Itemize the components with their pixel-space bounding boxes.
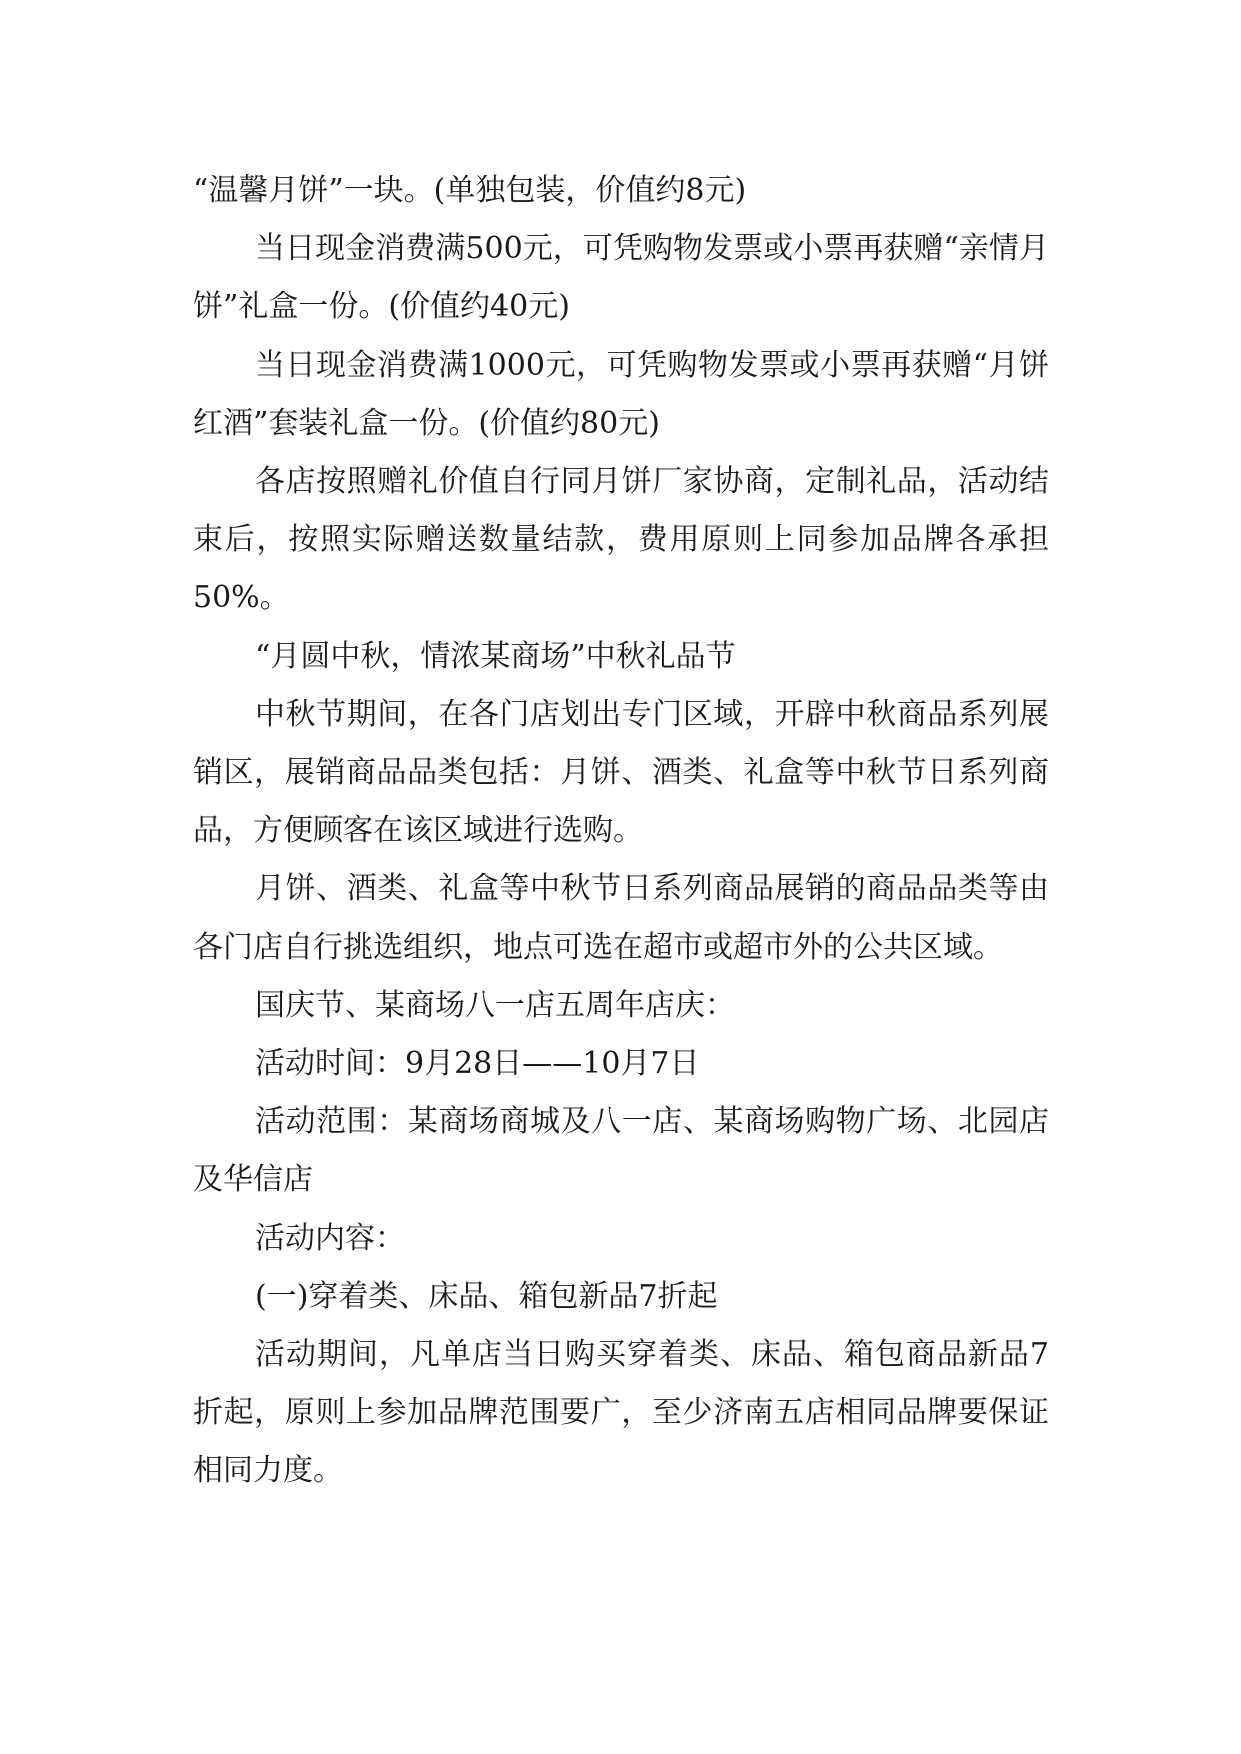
paragraph-exhibition-organization: 月饼、酒类、礼盒等中秋节日系列商品展销的商品品类等由各门店自行挑选组织，地点可选在超市或超市外的公共区域。 xyxy=(193,871,1049,965)
paragraph-spend-1000: 当日现金消费满1000元，可凭购物发票或小票再获赠“月饼红酒”套装礼盒一份。(价值约80元) xyxy=(193,347,1049,441)
heading-national-day-anniversary: 国庆节、某商场八一店五周年店庆： xyxy=(255,987,735,1023)
heading-mid-autumn-gift-festival: “月圆中秋，情浓某商场”中秋礼品节 xyxy=(255,638,736,674)
document-body xyxy=(193,162,1049,1501)
paragraph-exhibition-area: 中秋节期间，在各门店划出专门区域，开辟中秋商品系列展销区，展销商品品类包括：月饼、酒类、礼盒等中秋节日系列商品，方便顾客在该区域进行选购。 xyxy=(193,696,1049,849)
heading-section-one: (一)穿着类、床品、箱包新品7折起 xyxy=(255,1278,718,1314)
paragraph-activity-scope: 活动范围：某商场商城及八一店、某商场购物广场、北园店及华信店 xyxy=(193,1104,1049,1198)
paragraph-spend-500: 当日现金消费满500元，可凭购物发票或小票再获赠“亲情月饼”礼盒一份。(价值约40元) xyxy=(193,231,1049,325)
paragraph-gift-mooncake: “温馨月饼”一块。(单独包装，价值约8元) xyxy=(193,173,747,208)
paragraph-activity-time: 活动时间：9月28日——10月7日 xyxy=(255,1046,700,1082)
paragraph-discount-details: 活动期间，凡单店当日购买穿着类、床品、箱包商品新品7折起，原则上参加品牌范围要广，至少济南五店相同品牌要保证相同力度。 xyxy=(193,1337,1049,1489)
paragraph-gift-cost-sharing: 各店按照赠礼价值自行同月饼厂家协商，定制礼品，活动结束后，按照实际赠送数量结款，费用原则上同参加品牌各承担50%。 xyxy=(193,464,1049,616)
paragraph-activity-content-label: 活动内容： xyxy=(255,1220,405,1256)
